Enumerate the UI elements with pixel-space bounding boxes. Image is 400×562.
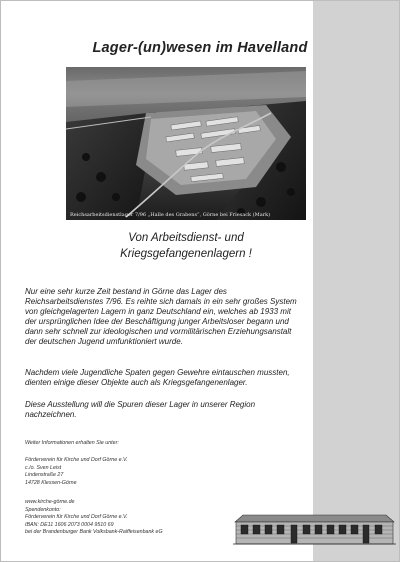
paragraph-line: Reichsarbeitsdienstes 7/96. Es reihte sich damals in ein sehr großes System [25, 297, 297, 306]
contact-line: Spendenkonto: [25, 506, 61, 513]
contact-line: IBAN: DE11 1606 2073 0004 9510 69 [25, 521, 114, 528]
barrack-drawing [233, 512, 396, 546]
barrack-icon [233, 512, 396, 546]
contact-line: Förderverein für Kirche und Dorf Görne e.V. [25, 514, 128, 521]
info-heading [25, 440, 245, 448]
paragraph-line: Nachdem viele Jugendliche Spaten gegen Gewehre eintauschen mussten, [25, 368, 290, 377]
paragraph-line: dann sehr schnell zur ideologischen und vormilitärischen Erziehungsanstalt [25, 327, 292, 336]
subtitle-line: Kriegsgefangenenlagern ! [120, 248, 252, 260]
grey-side-band [313, 0, 400, 562]
address-line: Lindenstraße 27 [25, 472, 64, 479]
address-line: 14728 Klessen-Görne [25, 479, 77, 486]
exhibition-paragraph [25, 400, 310, 420]
address-block [25, 457, 245, 487]
paragraph-line: nachzeichnen. [25, 410, 77, 419]
info-heading-text: Weiter Informationen erhalten Sie unter: [25, 440, 119, 446]
address-line: Förderverein für Kirche und Dorf Görne e.V. [25, 457, 128, 463]
subtitle [66, 230, 306, 262]
paragraph-line: Nur eine sehr kurze Zeit bestand in Görne das Lager des [25, 287, 227, 296]
photo-caption: Reichsarbeitsdienstlager 7/96 „Halle des Grabens“, Görne bei Friesack (Mark) [70, 212, 271, 218]
paragraph-line: der ursprünglichen Idee der Beschäftigung junger Arbeitsloser begann und [25, 317, 289, 326]
address-line: c./o. Sven Leist [25, 464, 62, 471]
website-link[interactable]: www.kirche-görne.de [25, 499, 75, 505]
subtitle-line: Von Arbeitsdienst- und [128, 232, 244, 244]
contact-line: bei der Brandenburger Bank Volksbank-Raiffeisenbank eG [25, 529, 163, 536]
paragraph-line: von gleichgelagerten Lagern in ganz Deutschland ein, welches ab 1933 mit [25, 307, 291, 316]
poster-title: Lager-(un)wesen im Havelland [92, 40, 308, 56]
intro-paragraph [25, 287, 310, 347]
paragraph-line: dienten einige dieser Objekte auch als Kriegsgefangenenlager. [25, 378, 248, 387]
contact-block [25, 499, 245, 537]
aerial-camp-photo [66, 67, 306, 220]
paragraph-line: Diese Ausstellung will die Spuren dieser Lager in unserer Region [25, 400, 256, 409]
paragraph-line: der deutschen Jugend umfunktioniert wurde. [25, 337, 183, 346]
pow-paragraph [25, 368, 310, 388]
aerial-photo-drawing [66, 67, 306, 220]
